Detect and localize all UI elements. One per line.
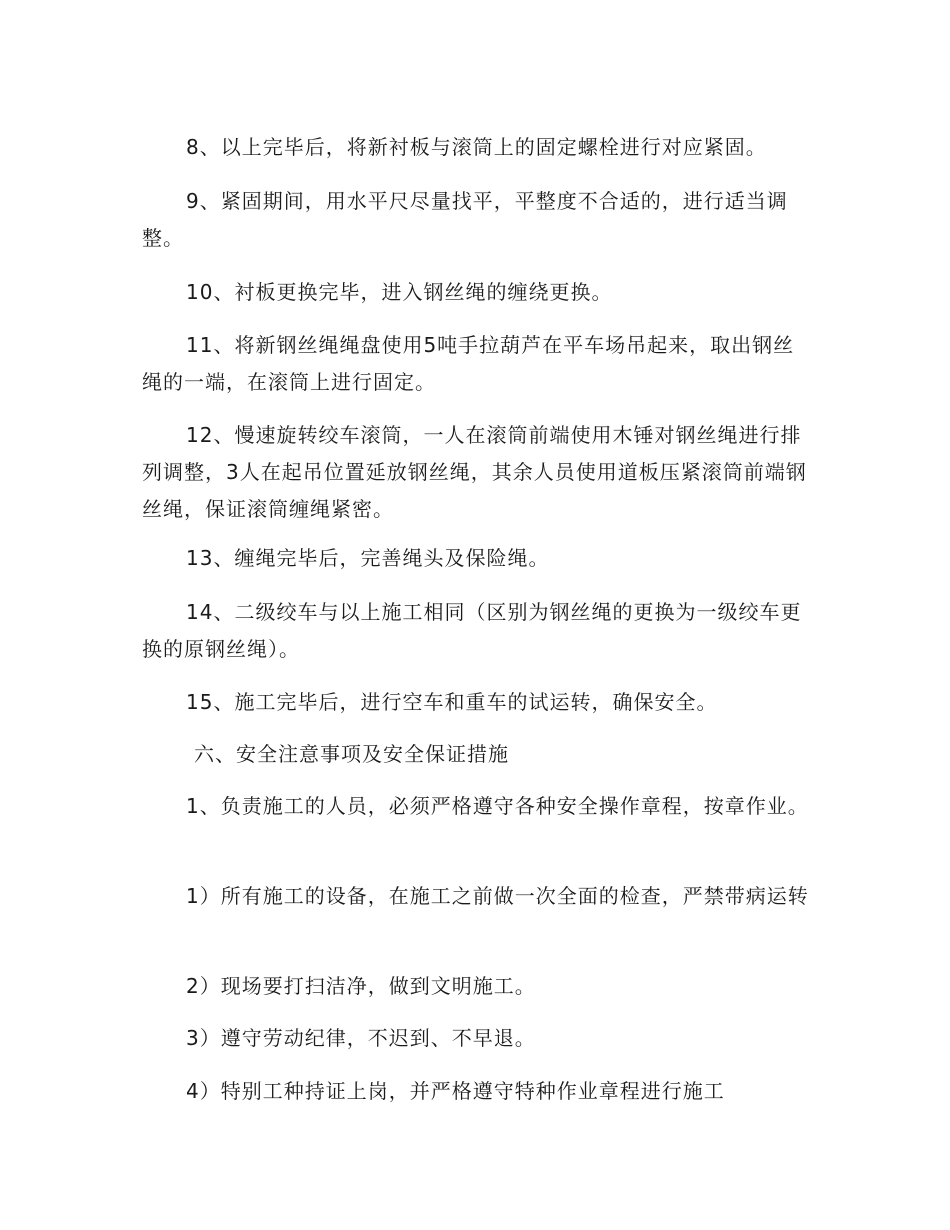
paragraph-step-12: 12、慢速旋转绞车滚筒，一人在滚筒前端使用木锤对钢丝绳进行排列调整，3人在起吊位置延放钢丝绳，其余人员使用道板压紧滚筒前端钢丝绳，保证滚筒缠绳紧密。 xyxy=(142,423,807,521)
paragraph-step-10: 10、衬板更换完毕，进入钢丝绳的缠绕更换。 xyxy=(186,280,613,304)
section-heading: 六、安全注意事项及安全保证措施 xyxy=(194,742,509,766)
paragraph-subrule-1: 1）所有施工的设备，在施工之前做一次全面的检查，严禁带病运转 xyxy=(186,884,809,908)
paragraph-step-15: 15、施工完毕后，进行空车和重车的试运转，确保安全。 xyxy=(186,690,718,714)
paragraph-subrule-2: 2）现场要打扫洁净，做到文明施工。 xyxy=(186,974,536,998)
paragraph-subrule-4: 4）特别工种持证上岗，并严格遵守特种作业章程进行施工 xyxy=(186,1079,725,1103)
paragraph-step-11: 11、将新钢丝绳绳盘使用5吨手拉葫芦在平车场吊起来，取出钢丝绳的一端，在滚筒上进行固定。 xyxy=(142,333,795,394)
paragraph-step-9: 9、紧固期间，用水平尺尽量找平，平整度不合适的，进行适当调整。 xyxy=(142,189,788,250)
paragraph-rule-1: 1、负责施工的人员，必须严格遵守各种安全操作章程，按章作业。 xyxy=(186,794,809,818)
paragraph-step-8: 8、以上完毕后，将新衬板与滚筒上的固定螺栓进行对应紧固。 xyxy=(186,135,767,159)
paragraph-step-14: 14、二级绞车与以上施工相同（区别为钢丝绳的更换为一级绞车更换的原钢丝绳）。 xyxy=(142,600,802,661)
paragraph-subrule-3: 3）遵守劳动纪律，不迟到、不早退。 xyxy=(186,1026,536,1050)
paragraph-step-13: 13、缠绳完毕后，完善绳头及保险绳。 xyxy=(186,546,550,570)
